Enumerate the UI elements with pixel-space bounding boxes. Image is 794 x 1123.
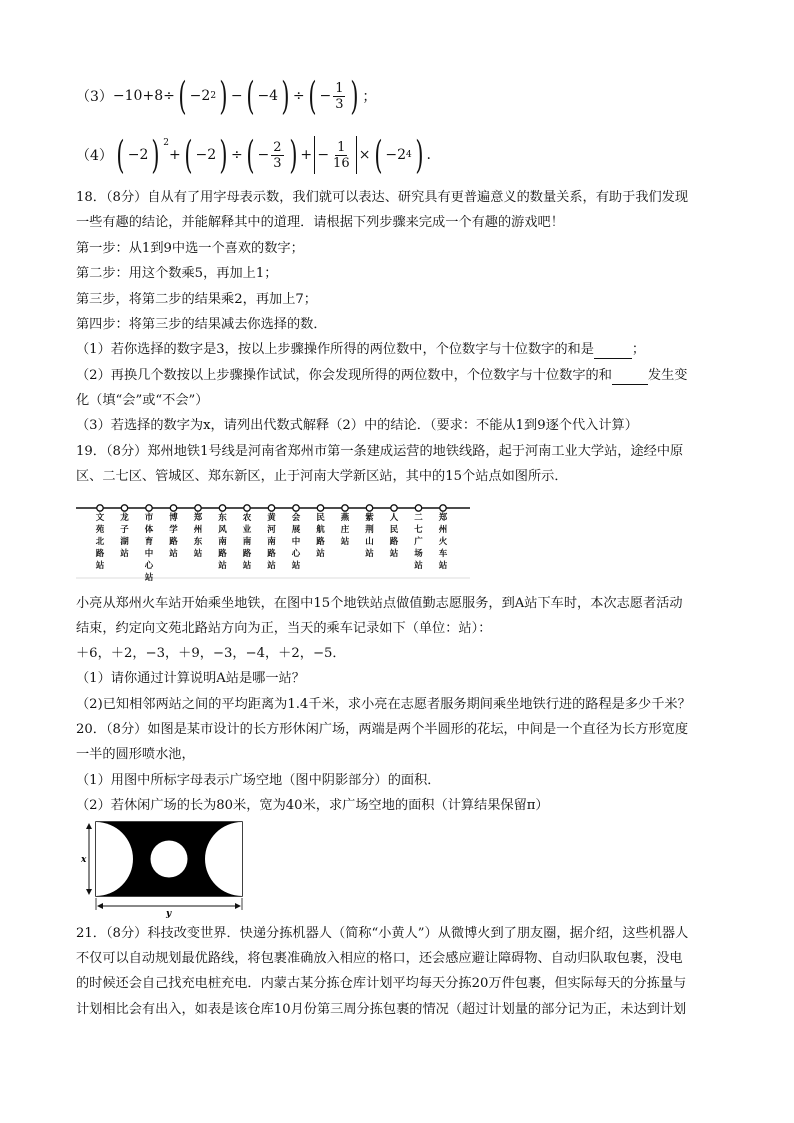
expr3-pow-base: −2	[189, 88, 211, 104]
expr4-end: .	[426, 147, 431, 163]
q19-line2: 区、二七区、管城区、郑东新区，止于河南大学新区站，其中的15个站点如图所示．	[76, 469, 568, 484]
expr3-part2: −	[230, 88, 243, 104]
q20-line2: 一半的圆形喷水池，	[76, 747, 195, 762]
expr3-neg-sign: −	[319, 88, 332, 104]
q18-line1: 18．（8分）自从有了用字母表示数，我们就可以表达、研究具有更普遍意义的数量关系，有助于我们发现	[76, 190, 689, 205]
station-dot	[342, 505, 348, 511]
q19-sub2: （2)已知相邻两站之间的平均距离为1.4千米，求小亮在志愿者服务期间乘坐地铁行进的路程是多少千米？	[76, 697, 691, 712]
q19-line1: 19．（8分）郑州地铁1号线是河南省郑州市第一条建成运营的地铁线路，起于河南工业大学站，途经中原	[76, 444, 684, 459]
expr3-fraction: $\frac{1}{3}$	[335, 80, 344, 112]
expr4-part2: ÷	[230, 147, 243, 163]
expr4-base: −2	[127, 147, 149, 163]
q20-sub1: （1）用图中所标字母表示广场空地（图中阴影部分）的面积．	[76, 773, 441, 788]
expr4-label: （4）	[76, 148, 113, 164]
station-label: 东风南路站	[218, 513, 227, 571]
q21-line1: 21．（8分）科技改变世界．快递分拣机器人（简称“小黄人”）从微博火到了朋友圈，据介绍，这些机器人	[76, 926, 689, 941]
expr4-part1: +	[168, 147, 181, 163]
plaza-svg	[78, 818, 248, 918]
station-dot	[170, 505, 176, 511]
expr4-part3: +	[300, 147, 313, 163]
station-dot	[97, 505, 103, 511]
expr4-last-base: −2	[385, 147, 406, 163]
q18-line2: 一些有趣的结论，并能解释其中的道理．请根据下列步骤来完成一个有趣的游戏吧！	[76, 215, 564, 230]
circular-fountain	[151, 841, 188, 878]
q18-sub3: （3）若选择的数字为x，请列出代数式解释（2）中的结论．（要求：不能从1到9逐个代入计算）	[76, 418, 638, 433]
q18-step3: 第三步，将第二步的结果乘2，再加上7；	[76, 292, 317, 307]
q18-step4: 第四步：将第三步的结果减去你选择的数．	[76, 317, 327, 332]
station-label: 文苑北路站	[95, 513, 105, 571]
station-dot	[121, 505, 127, 511]
q21-line4: 计划相比会有出入，如表是该仓库10月份第三周分拣包裹的情况（超过计划量的部分记为正，未达到计划	[76, 1002, 687, 1017]
q21-line3: 的时候还会自己找充电桩充电．内蒙古某分拣仓库计划平均每天分拣20万件包裹，但实际每天的分拣量与	[76, 976, 687, 991]
station-dot	[146, 505, 152, 511]
expr4-fraction-2: $\frac{1}{16}$	[333, 139, 350, 171]
station-dot	[244, 505, 250, 511]
station-dot	[219, 505, 225, 511]
station-label: 会展中心站	[291, 513, 301, 571]
q18-step2: 第二步：用这个数乘5，再加上1；	[76, 266, 278, 281]
expr3-label: （3）	[76, 89, 113, 105]
station-label: 燕庄站	[340, 513, 350, 547]
expr3-part1: −10+8÷	[112, 88, 175, 104]
expr4-last-exp: 4	[405, 150, 412, 160]
q18-sub2-cont: 化（填“会”或“不会”）	[76, 393, 209, 408]
station-label: 二七广场站	[414, 513, 423, 571]
station-label: 民航路站	[316, 513, 325, 559]
q21-line2: 不仅可以自动规划最优路线，将包裹准确放入相应的格口，还会感应避让障碍物、自动归队取包裹，没电	[76, 951, 683, 966]
q19-sub1: （1）请你通过计算说明A站是哪一站？	[76, 671, 305, 686]
station-dot	[440, 505, 446, 511]
label-x: x	[81, 855, 87, 865]
station-label: 黄河南路站	[267, 513, 276, 571]
answer-blank-1[interactable]	[594, 342, 632, 359]
expression-3: （3） −10+8÷ ( −2 2 ) − ( −4 ) ÷ ( − $\frac{1}{3}$ ) ；	[76, 74, 377, 118]
expr4-times: ×	[358, 147, 371, 163]
station-dot	[366, 505, 372, 511]
expr3-neg4: −4	[257, 88, 279, 104]
station-label: 郑州东站	[193, 513, 203, 559]
expr3-end: ；	[362, 89, 377, 105]
expr3-pow-exp: 2	[210, 91, 217, 101]
station-dot	[293, 505, 299, 511]
station-label: 市体育中心站	[144, 513, 154, 583]
station-dot	[391, 505, 397, 511]
label-y: y	[166, 909, 172, 918]
station-label: 郑州火车站	[438, 513, 448, 571]
station-dot	[268, 505, 274, 511]
station-label: 博学路站	[169, 513, 178, 559]
expression-4: （4） ( −2 ) $^2$ + ( −2 ) ÷ ( − $\frac{2}{3}$ ) + − $\frac{1}{16}$ × ( −2 4 ) .	[76, 133, 431, 177]
station-label: 紫荆山站	[365, 513, 374, 559]
station-label: 龙子湖站	[120, 513, 129, 559]
station-dot	[317, 505, 323, 511]
station-label: 人民路站	[389, 513, 399, 559]
expr3-part3: ÷	[292, 88, 305, 104]
station-dot	[415, 505, 421, 511]
q19-p2: 结束，约定向文苑北路站方向为正，当天的乘车记录如下（单位：站）：	[76, 621, 492, 636]
station-dot	[195, 505, 201, 511]
station-label: 农业南路站	[242, 513, 252, 571]
expr4-neg2: −2	[195, 147, 217, 163]
q20-line1: 20．（8分）如图是某市设计的长方形休闲广场，两端是两个半圆形的花坛，中间是一个直径为长方形宽度	[76, 722, 689, 737]
metro-line-diagram	[74, 490, 472, 586]
expr4-abs-neg: −	[317, 147, 330, 163]
q20-sub2: （2）若休闲广场的长为80米，宽为40米，求广场空地的面积（计算结果保留π）	[76, 798, 549, 813]
expr4-neg-sign: −	[257, 147, 270, 163]
q19-p1: 小亮从郑州火车站开始乘坐地铁，在图中15个地铁站点做值勤志愿服务，到A站下车时，本次志愿者活动	[76, 596, 683, 611]
q19-record: ＋6，＋2，−3，＋9，−3，−4，＋2，−5．	[76, 646, 346, 661]
q18-step1: 第一步：从1到9中选一个喜欢的数字；	[76, 241, 304, 256]
answer-blank-2[interactable]	[612, 368, 648, 385]
q18-sub2: （2）再换几个数按以上步骤操作试试，你会发现所得的两位数中，个位数字与十位数字的和 发生变	[76, 368, 688, 383]
expr4-fraction-1: $\frac{2}{3}$	[273, 139, 282, 171]
expr4-exp: 2	[163, 138, 169, 148]
q18-sub1: （1）若你选择的数字是3，按以上步骤操作所得的两位数中，个位数字与十位数字的和是 ；	[76, 342, 646, 357]
plaza-diagram	[78, 818, 248, 918]
